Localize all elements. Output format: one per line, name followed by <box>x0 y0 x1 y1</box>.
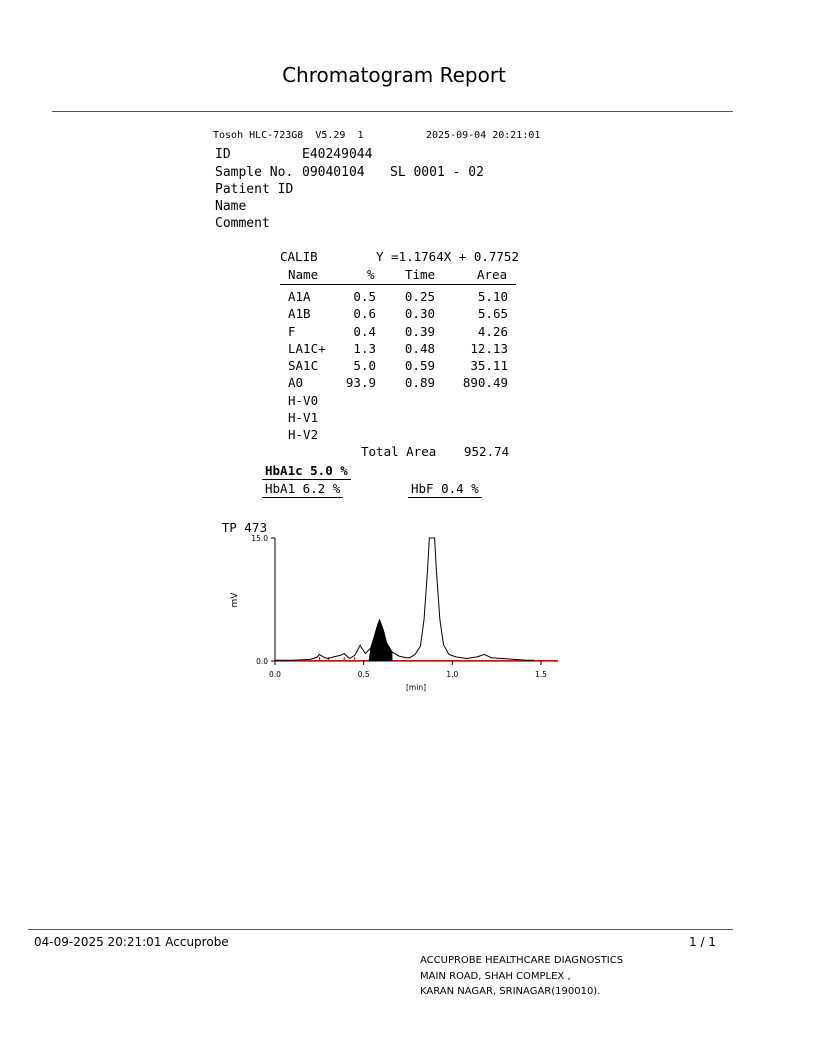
cell-name: H-V2 <box>288 427 319 443</box>
report-datetime: 2025-09-04 20:21:01 <box>426 130 541 141</box>
cell-name: SA1C <box>288 358 319 374</box>
footer-divider <box>28 929 733 930</box>
y-axis-label: mV <box>230 592 240 608</box>
comment-label: Comment <box>215 216 270 231</box>
instrument-label: Tosoh HLC-723G8 V5.29 1 <box>213 130 364 141</box>
cell-area: 5.65 <box>477 306 508 322</box>
header-percent: % <box>367 267 375 282</box>
x-tick-label: 0.5 <box>357 670 370 679</box>
cell-area: 12.13 <box>470 340 508 356</box>
tp-label: TP 473 <box>222 521 268 535</box>
cell-time: 0.39 <box>404 323 435 339</box>
cell-name: H-V1 <box>288 410 319 426</box>
sa1c-peak-fill <box>369 620 392 661</box>
patient-id-label: Patient ID <box>215 182 294 197</box>
total-area-label: Total Area <box>361 444 437 459</box>
cell-name: F <box>288 323 296 339</box>
cell-name: A1B <box>288 306 311 322</box>
y-tick-label: 15.0 <box>251 534 268 543</box>
cell-time: 0.89 <box>404 375 435 391</box>
cell-area: 890.49 <box>462 375 508 391</box>
cell-percent: 5.0 <box>353 358 376 374</box>
cell-time: 0.30 <box>404 306 435 322</box>
cell-name: H-V0 <box>288 392 319 408</box>
sample-label: Sample No. <box>215 165 294 180</box>
cell-time: 0.48 <box>404 340 435 356</box>
header-name: Name <box>288 267 319 282</box>
page-title: Chromatogram Report <box>282 63 506 87</box>
cell-area: 35.11 <box>470 358 508 374</box>
header-time: Time <box>405 267 436 282</box>
x-axis-label: [min] <box>406 683 426 692</box>
footer-datetime: 04-09-2025 20:21:01 Accuprobe <box>34 935 229 949</box>
x-tick-label: 1.0 <box>446 670 459 679</box>
hba1-result: HbA1 6.2 % <box>262 481 343 498</box>
cell-percent: 0.6 <box>353 306 376 322</box>
address-line-2: MAIN ROAD, SHAH COMPLEX , <box>420 970 571 982</box>
id-label: ID <box>215 147 231 162</box>
sl-value: SL 0001 - 02 <box>390 165 484 180</box>
cell-name: LA1C+ <box>288 340 326 356</box>
page-number: 1 / 1 <box>689 935 716 949</box>
address-line-1: ACCUPROBE HEALTHCARE DIAGNOSTICS <box>420 955 624 966</box>
calib-label: CALIB <box>280 249 318 264</box>
cell-percent: 1.3 <box>353 340 376 356</box>
hba1c-result: HbA1c 5.0 % <box>262 463 351 480</box>
y-tick-label: 0.0 <box>256 657 268 666</box>
cell-time: 0.59 <box>404 358 435 374</box>
cell-name: A0 <box>288 375 304 391</box>
cell-area: 4.26 <box>477 323 508 339</box>
sample-value: 09040104 <box>302 165 365 180</box>
address-line-3: KARAN NAGAR, SRINAGAR(190010). <box>420 986 601 997</box>
cell-percent: 0.4 <box>353 323 376 339</box>
chromatogram-trace <box>275 538 534 660</box>
calib-equation: Y =1.1764X + 0.7752 <box>376 249 519 264</box>
cell-area: 5.10 <box>477 289 508 304</box>
total-area-value: 952.74 <box>464 444 510 459</box>
name-label: Name <box>215 199 247 214</box>
cell-time: 0.25 <box>404 289 435 304</box>
id-value: E40249044 <box>302 147 373 162</box>
cell-percent: 0.5 <box>353 289 376 304</box>
hbf-result: HbF 0.4 % <box>408 481 482 498</box>
lab-address <box>420 953 623 1000</box>
x-tick-label: 0.0 <box>269 670 281 679</box>
cell-name: A1A <box>288 289 311 304</box>
header-area: Area <box>477 267 508 282</box>
cell-percent: 93.9 <box>345 375 376 391</box>
x-tick-label: 1.5 <box>535 670 547 679</box>
